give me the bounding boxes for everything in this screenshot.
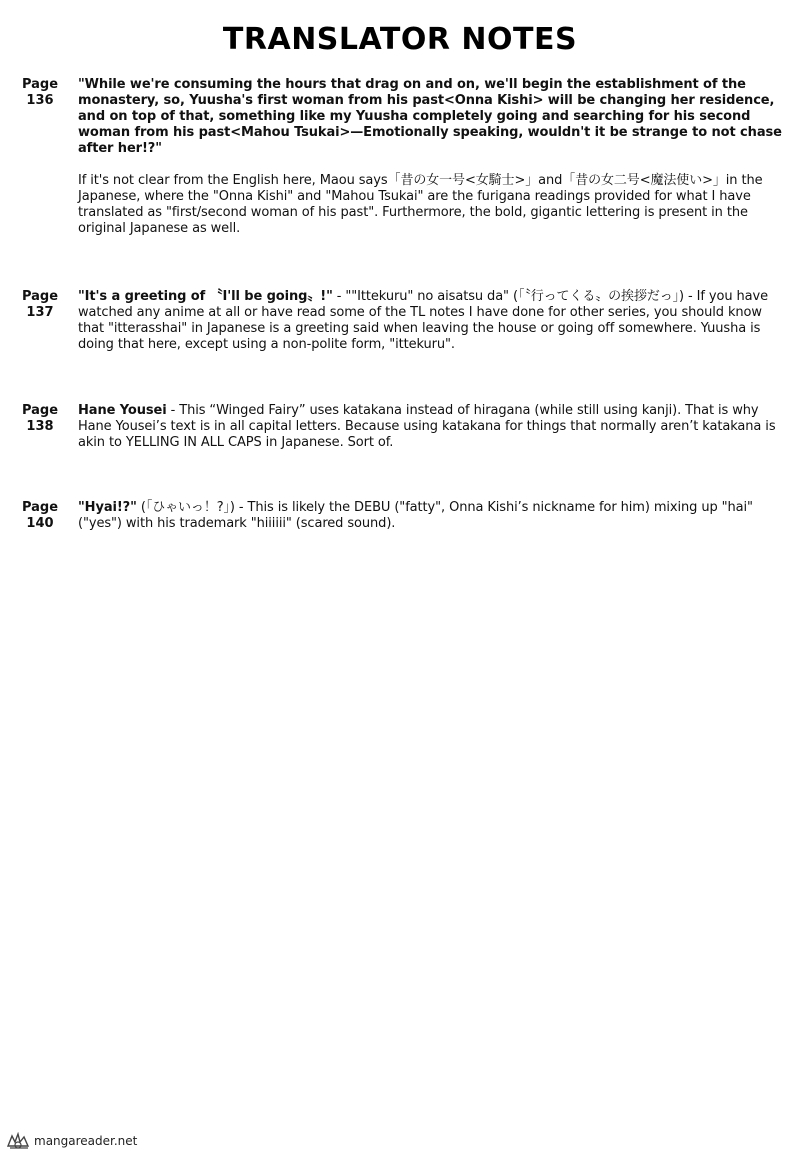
note-quote: "It's a greeting of 〝I'll be going〟!" bbox=[78, 289, 333, 304]
page-word: Page bbox=[21, 403, 59, 418]
note-content bbox=[78, 77, 782, 237]
page-number: 140 bbox=[26, 516, 54, 531]
note-explanation: If it's not clear from the English here, Maou says「昔の女一号<女騎士>」and「昔の女二号<魔法使い>」in the Japanese, where the "Onna Kishi" and "Mahou Tsukai" are the furigana readings provided for what I have translated as "first/second woman of his past". Furthermore, the bold, gigantic lettering is present in the original Japanese as well. bbox=[78, 173, 763, 236]
page-title: TRANSLATOR NOTES bbox=[222, 22, 578, 57]
note-explanation: - ""Ittekuru" no aisatsu da" (「〝行ってくる〟の挨拶だっ」) - If you have watched any anime at all or have read some of the TL notes I have done for other series, you should know that "itterasshai" in Japanese is a greeting said when leaving the house or going off somewhere. Yuusha is doing that here, except using a non-polite form, "ittekuru". bbox=[78, 289, 769, 352]
page-label bbox=[18, 403, 62, 451]
page-label bbox=[18, 77, 62, 237]
note-explanation: - This “Winged Fairy” uses katakana instead of hiragana (while still using kanji). That is why Hane Yousei’s text is in all capital letters. Because using katakana for things that normally aren’t katakana is akin to YELLING IN ALL CAPS in Japanese. Sort of. bbox=[78, 403, 776, 450]
watermark-text: mangareader.net bbox=[34, 1134, 138, 1148]
page-label bbox=[18, 500, 62, 532]
mascot-logo-icon bbox=[6, 1132, 32, 1150]
note-explanation: (「ひゃいっ！?」) - This is likely the DEBU ("fatty", Onna Kishi’s nickname for him) mixing up "hai" ("yes") with his trademark "hiiiiii" (scared sound). bbox=[78, 500, 753, 531]
page-label bbox=[18, 289, 62, 353]
note-page-138 bbox=[18, 403, 782, 451]
note-page-137 bbox=[18, 289, 782, 353]
watermark bbox=[6, 1132, 137, 1150]
note-page-136 bbox=[18, 77, 782, 237]
page-number: 137 bbox=[26, 305, 54, 320]
page-word: Page bbox=[21, 289, 59, 304]
note-content bbox=[78, 403, 782, 451]
note-quote: "While we're consuming the hours that drag on and on, we'll begin the establishment of the monastery, so, Yuusha's first woman from his past<Onna Kishi> will be changing her residence, and on top of that, something like my Yuusha completely going and searching for his second woman from his past<Mahou Tsukai>—Emotionally speaking, wouldn't it be strange to not chase after her!?" bbox=[78, 77, 782, 156]
note-quote: "Hyai!?" bbox=[78, 500, 137, 515]
note-quote: Hane Yousei bbox=[78, 403, 167, 418]
page-word: Page bbox=[21, 77, 59, 92]
page-number: 138 bbox=[26, 419, 54, 434]
note-content bbox=[78, 289, 782, 353]
page-number: 136 bbox=[26, 93, 54, 108]
note-page-140 bbox=[18, 500, 782, 532]
note-content bbox=[78, 500, 782, 532]
page-word: Page bbox=[21, 500, 59, 515]
